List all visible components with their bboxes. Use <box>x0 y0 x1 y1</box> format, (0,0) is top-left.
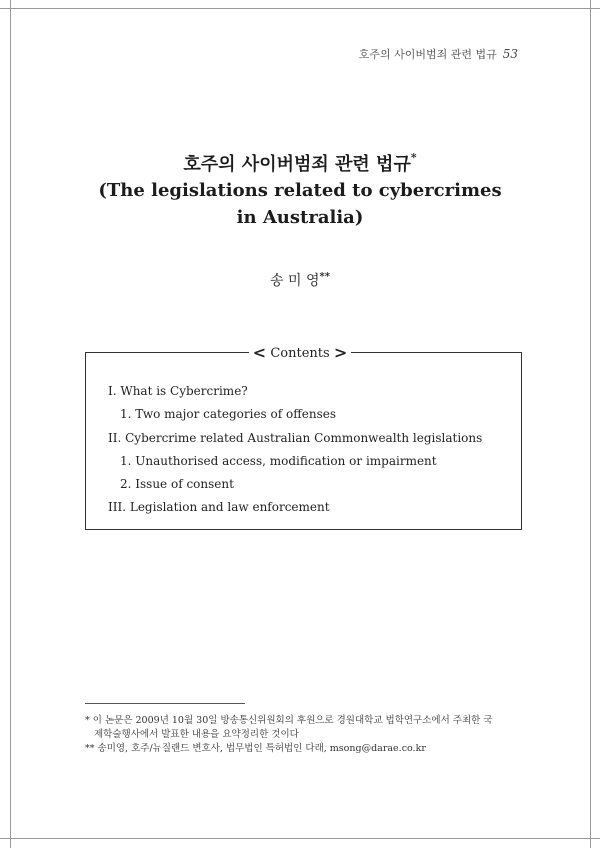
title-english-line1: (The legislations related to cybercrimes <box>98 180 502 201</box>
right-angle-bracket-icon: > <box>333 343 348 362</box>
author-name: 송 미 영 <box>270 273 320 289</box>
running-head-title: 호주의 사이버범죄 관련 법규 <box>358 48 497 61</box>
contents-label: Contents <box>270 346 330 361</box>
contents-item-2: 1. Two major categories of offenses <box>120 407 337 421</box>
title-english-line2: in Australia) <box>236 207 364 228</box>
contents-item-3: II. Cybercrime related Australian Commonwealth legislations <box>108 431 483 445</box>
left-angle-bracket-icon: < <box>252 343 267 362</box>
footnote-2: ** 송미영, 호주/뉴질랜드 변호사, 법무법인 특허법인 다래, msong@darae.co.kr <box>85 743 426 754</box>
page-frame-left <box>10 0 11 848</box>
author <box>0 270 600 290</box>
author-footnote-mark: ** <box>319 271 330 283</box>
contents-item-5: 2. Issue of consent <box>120 477 234 491</box>
title-korean-text: 호주의 사이버범죄 관련 법규 <box>183 154 411 175</box>
page-frame-right <box>590 0 591 848</box>
contents-heading <box>0 343 600 362</box>
running-head <box>359 46 518 62</box>
contents-item-4: 1. Unauthorised access, modification or impairment <box>120 454 437 468</box>
footnote-1-line-2: 제학술행사에서 발표한 내용을 요약정리한 것이다 <box>94 729 299 740</box>
page-number: 53 <box>502 47 518 61</box>
footnote-1-line-1: * 이 논문은 2009년 10월 30일 방송통신위원회의 후원으로 경원대학교 법학연구소에서 주최한 국 <box>85 715 493 726</box>
contents-item-1: I. What is Cybercrime? <box>108 384 248 398</box>
title-korean <box>0 150 600 176</box>
page-frame-top <box>0 8 600 9</box>
title-footnote-mark: * <box>410 151 417 164</box>
page-frame-bottom <box>0 838 600 839</box>
contents-item-6: III. Legislation and law enforcement <box>108 500 330 514</box>
footnote-rule <box>85 703 245 704</box>
